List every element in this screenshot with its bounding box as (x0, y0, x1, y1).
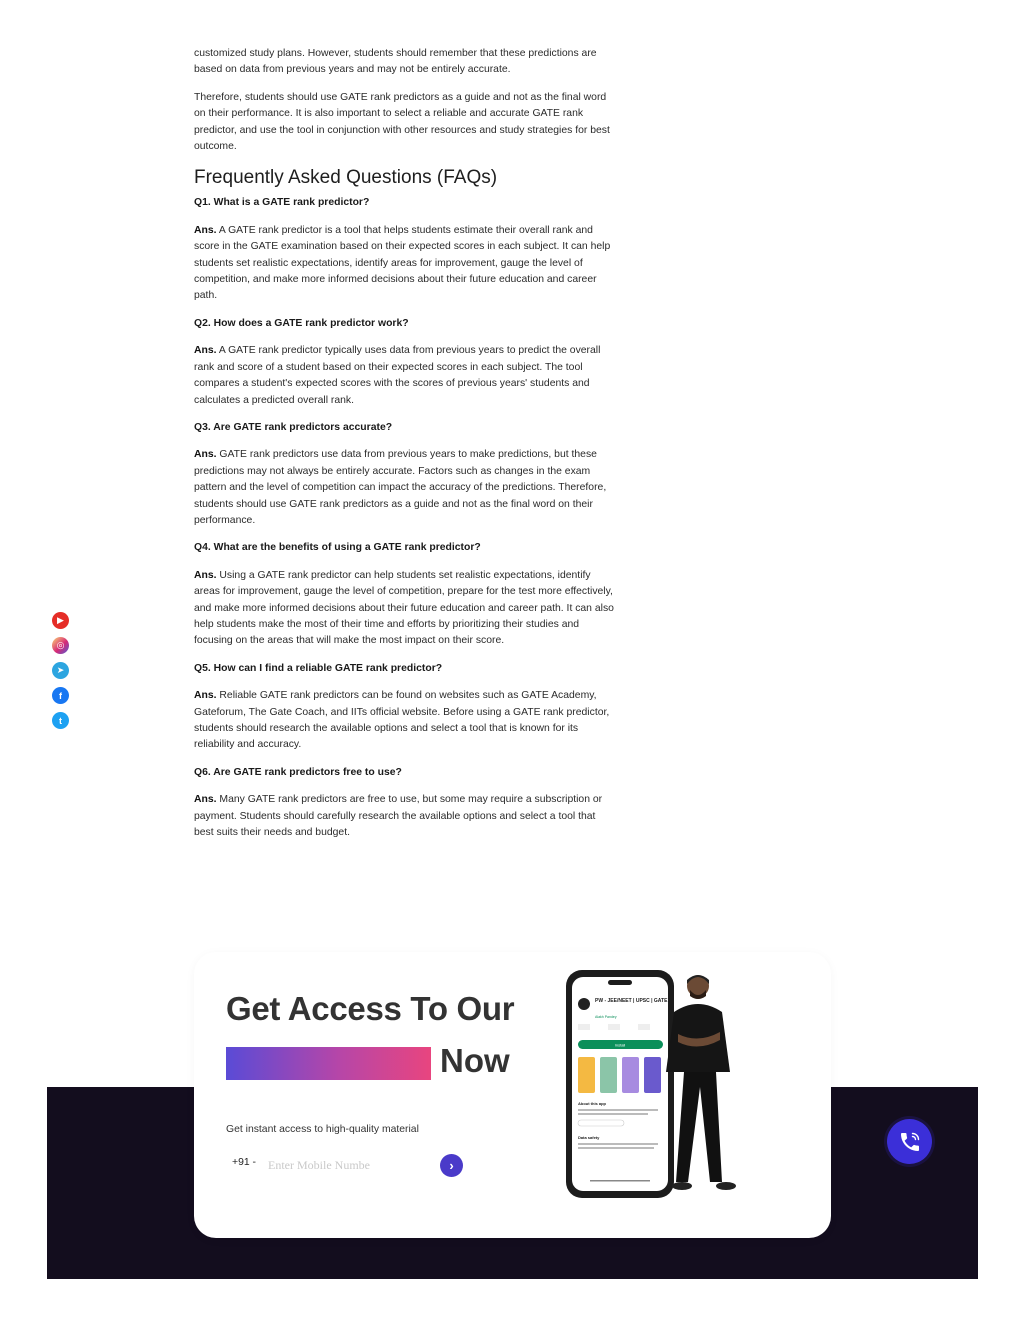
app-title: PW - JEE/NEET | UPSC | GATE (595, 998, 668, 1004)
ans-label: Ans. (194, 569, 217, 581)
ans-label: Ans. (194, 224, 217, 236)
telegram-icon[interactable]: ➤ (52, 662, 69, 679)
app-download-card (194, 952, 831, 1238)
faq-answer-text: A GATE rank predictor is a tool that helps students estimate their overall rank and score in the GATE examination based on their expected scores in each subject. It can help students set realistic expectations, identify areas for improvement, gauge the level of competition, and make more informed decisions about their future education and career path. (194, 224, 611, 302)
faq-item (194, 316, 616, 409)
facebook-icon[interactable]: f (52, 687, 69, 704)
app-logo-icon (578, 998, 590, 1010)
ans-label: Ans. (194, 690, 217, 702)
about-label: About this app (578, 1101, 606, 1106)
faq-answer-text: GATE rank predictors use data from previous years to make predictions, but these predictions may not always be entirely accurate. Factors such as changes in the exam pattern and the level of competition can impact the accuracy of the predictions. Therefore, students should use GATE rank predictors as a guide and not as the final word on their performance. (194, 449, 607, 526)
faq-answer (194, 568, 616, 650)
twitter-icon[interactable]: t (52, 712, 69, 729)
phone-call-icon (898, 1130, 922, 1154)
teacher-trousers (676, 1072, 722, 1182)
safety-label: Data safety (578, 1135, 600, 1140)
faq-answer-text: Using a GATE rank predictor can help students set realistic expectations, identify areas for improvement, gauge the level of competition, prepare for the test more effectively, and make more informed decisions about their future education and career path. It can also help students make the most of their time and efforts by prioritizing their studies and focusing on the areas that will make the most impact on their score. (194, 569, 614, 647)
faq-question: Q2. How does a GATE rank predictor work? (194, 317, 409, 329)
faq-question: Q1. What is a GATE rank predictor? (194, 197, 370, 209)
instagram-icon[interactable]: ◎ (52, 637, 69, 654)
article-content (194, 46, 616, 852)
faq-question: Q4. What are the benefits of using a GATE rank predictor? (194, 542, 481, 554)
faq-answer-text: Many GATE rank predictors are free to use, but some may require a subscription or payment. Students should carefully research the available options and select a tool that best suits their needs and budget. (194, 794, 603, 839)
faq-item (194, 195, 616, 304)
ans-label: Ans. (194, 449, 217, 461)
youtube-icon[interactable]: ▶ (52, 612, 69, 629)
cta-heading: Get Access To Our (226, 990, 515, 1027)
cta-subtitle: Get instant access to high-quality material (226, 1124, 419, 1135)
faq-question: Q5. How can I find a reliable GATE rank predictor? (194, 662, 443, 674)
intro-paragraph-2: Therefore, students should use GATE rank predictors as a guide and not as the final word on their performance. It is also important to select a reliable and accurate GATE rank predictor, and use the tool in conjunction with other resources and study strategies for best outcome. (194, 91, 610, 153)
faq-answer-text: Reliable GATE rank predictors can be found on websites such as GATE Academy, Gateforum, The Gate Coach, and IITs official website. Before using a GATE rank predictor, students should research the available options and select a tool that is known for its reliability and accuracy. (194, 690, 610, 751)
app-promo-image (550, 962, 750, 1202)
faq-answer-text: A GATE rank predictor typically uses data from previous years to predict the overall rank and score of a student based on their expected scores in each subject. The tool compares a student's expected scores with the scores of previous years' students and calculates a predicted overall rank. (194, 345, 601, 406)
faq-heading: Frequently Asked Questions (FAQs) (194, 167, 498, 189)
intro-paragraph-1: customized study plans. However, students should remember that these predictions are based on data from previous years and may not be entirely accurate. (194, 48, 597, 76)
faq-answer (194, 688, 616, 754)
mobile-number-input[interactable] (266, 1155, 430, 1175)
faq-question: Q6. Are GATE rank predictors free to use? (194, 766, 402, 778)
faq-item (194, 540, 616, 649)
faq-item (194, 420, 616, 529)
faq-item (194, 765, 616, 842)
faq-answer (194, 447, 616, 529)
call-floating-button[interactable] (887, 1119, 932, 1164)
social-sidebar (52, 612, 72, 737)
faq-question: Q3. Are GATE rank predictors accurate? (194, 421, 393, 433)
faq-item (194, 661, 616, 754)
country-code: +91 - (232, 1157, 256, 1168)
faq-answer (194, 792, 616, 841)
faq-answer (194, 343, 616, 409)
cta-heading-now: Now (440, 1042, 510, 1079)
submit-arrow-button[interactable]: › (440, 1154, 463, 1177)
ans-label: Ans. (194, 345, 217, 357)
heading-gradient-highlight (226, 1047, 431, 1080)
ans-label: Ans. (194, 794, 217, 806)
install-label: Install (614, 1042, 626, 1048)
app-developer: Alakh Pandey (595, 1015, 617, 1019)
faq-answer (194, 223, 616, 305)
teacher-shirt (666, 1004, 730, 1072)
